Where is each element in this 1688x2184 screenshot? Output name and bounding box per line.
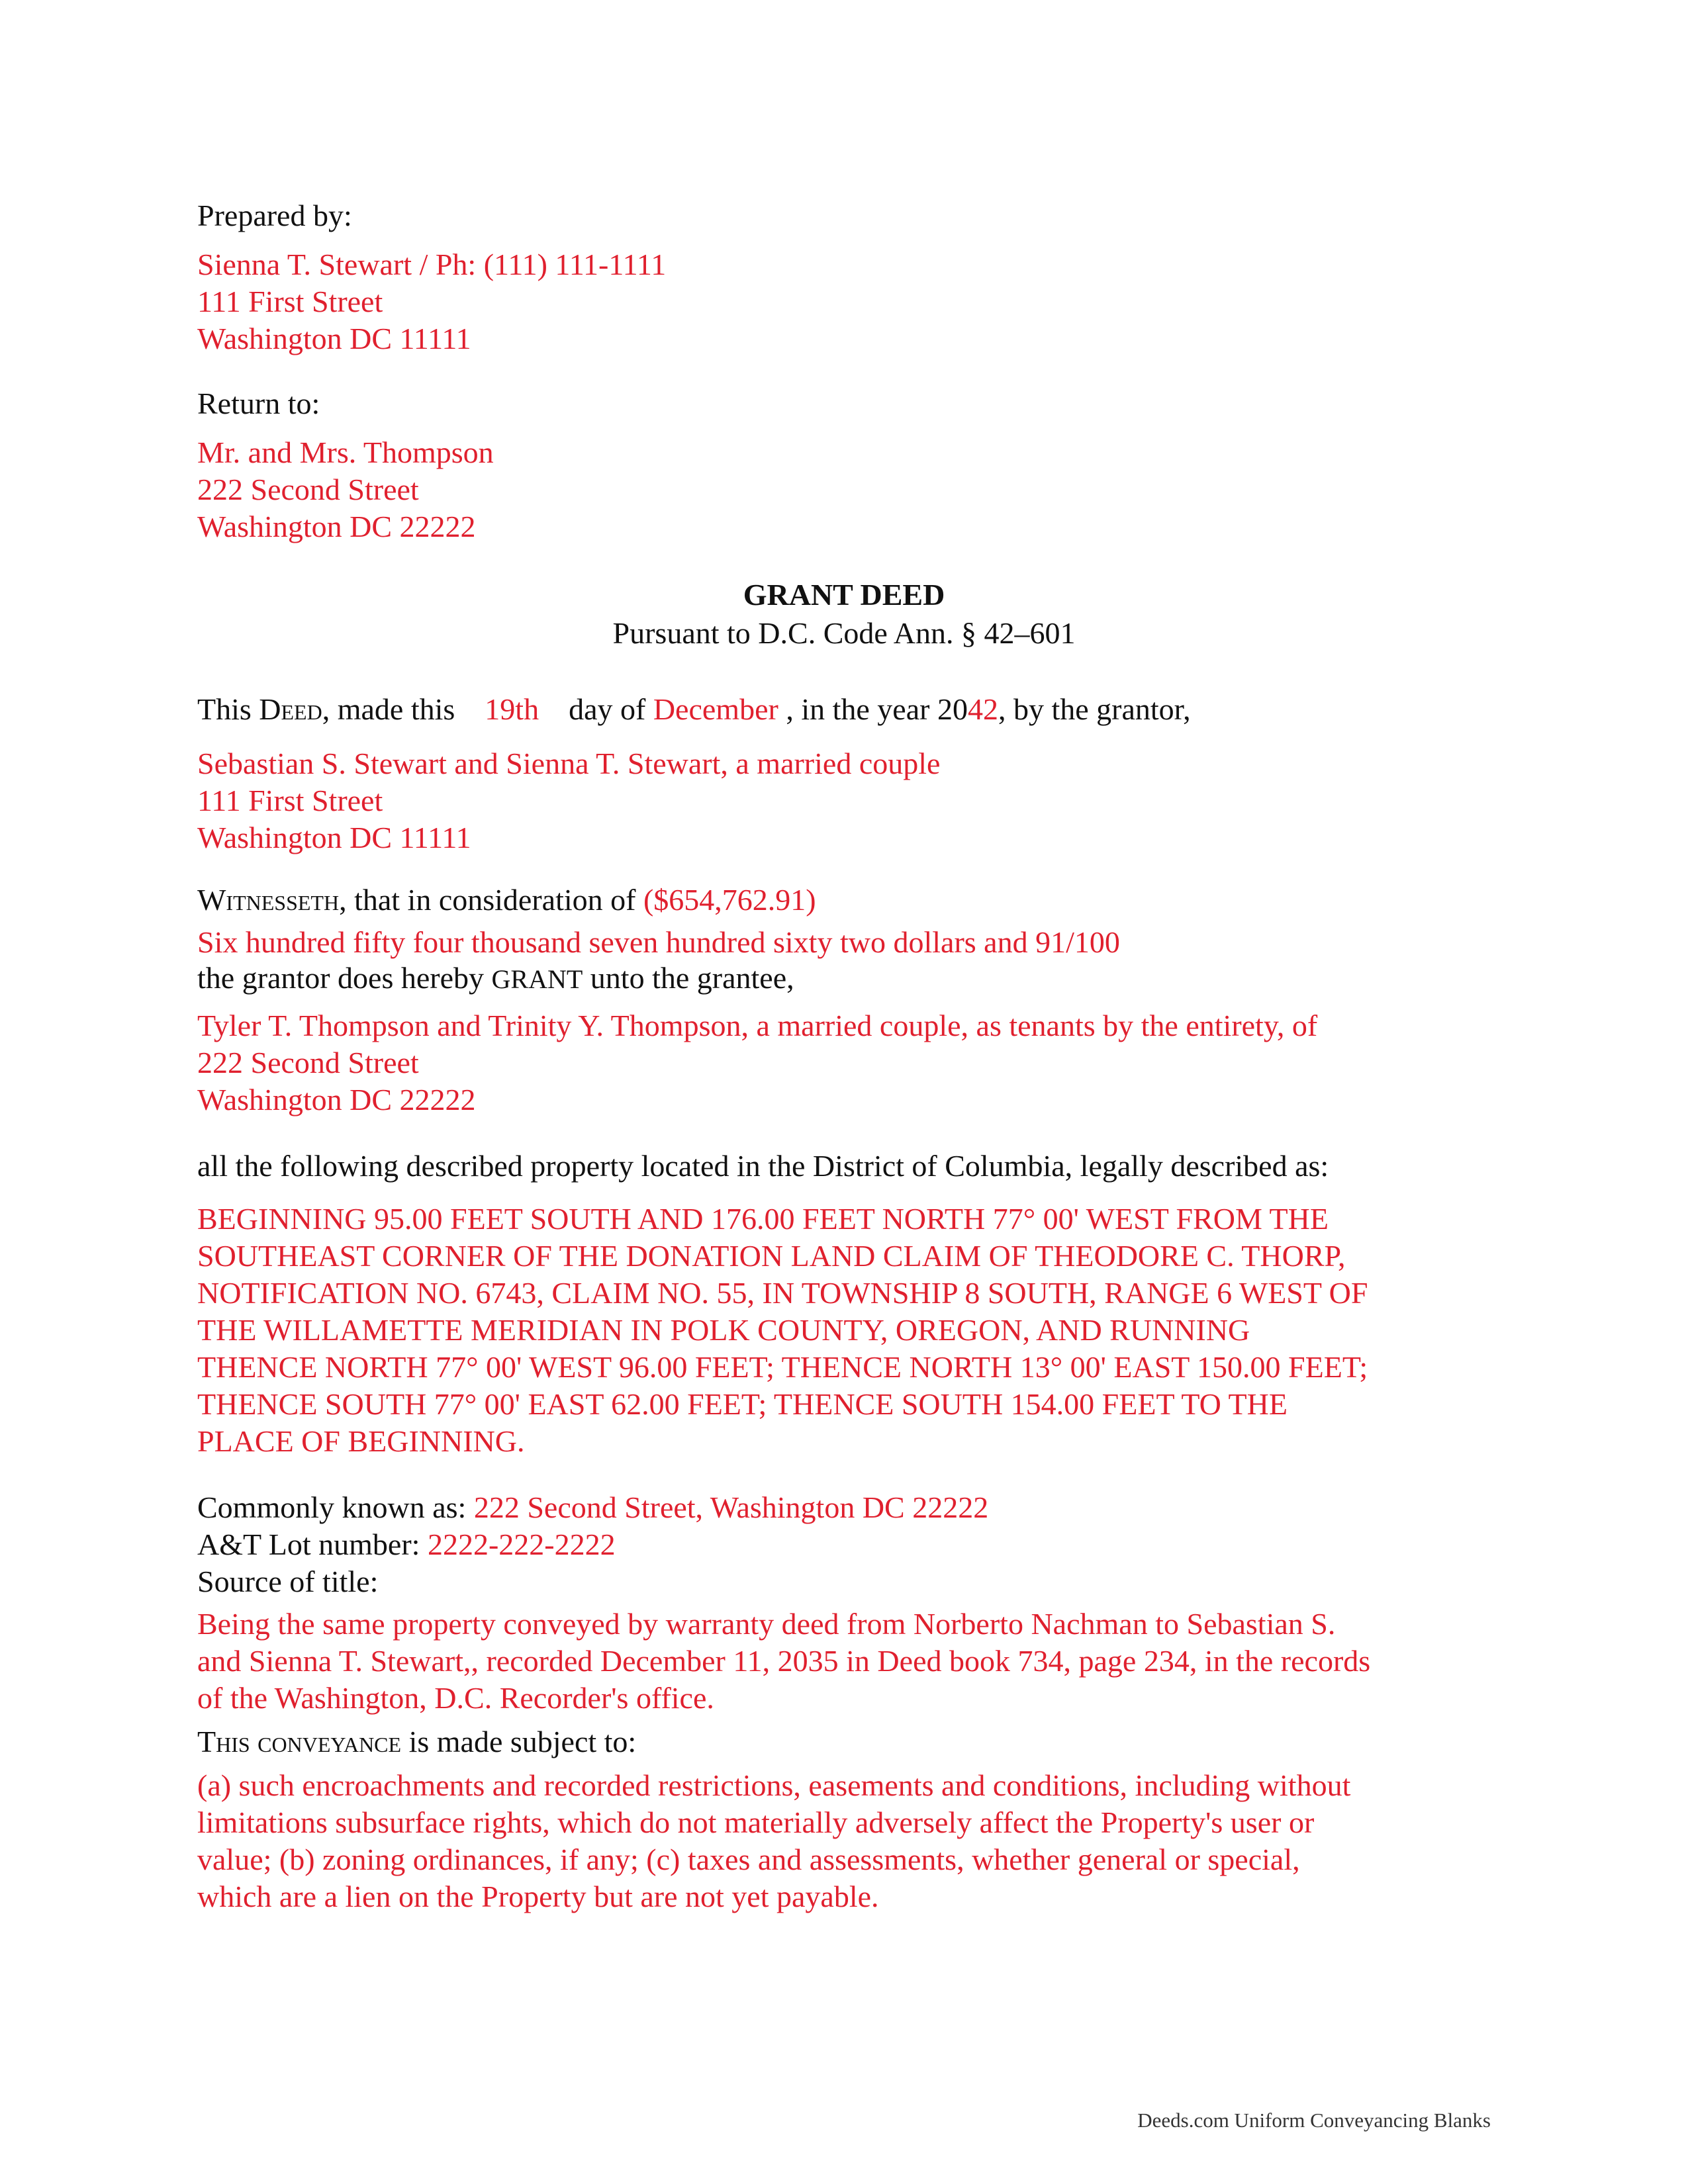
grantee-line-2: 222 Second Street	[197, 1046, 419, 1079]
grantor-line-3: Washington DC 11111	[197, 821, 471, 854]
conveyance-line-1: (a) such encroachments and recorded restrictions, easements and conditions, including without	[197, 1768, 1351, 1802]
deed-month: December	[653, 692, 778, 726]
prepared-by-line-1: Sienna T. Stewart / Ph: (111) 111-1111	[197, 248, 667, 281]
grant-word: GRANT	[491, 964, 583, 994]
consideration-words: Six hundred fifty four thousand seven hundred sixty two dollars and 91/100	[197, 925, 1120, 959]
conveyance-subject: is made subject to:	[401, 1725, 637, 1758]
source-of-title-label: Source of title:	[197, 1565, 379, 1598]
commonly-known-label: Commonly known as:	[197, 1490, 474, 1524]
deed-year-suffix: 42	[967, 692, 998, 726]
legal-line-1: BEGINNING 95.00 FEET SOUTH AND 176.00 FEET NORTH 77° 00' WEST FROM THE	[197, 1202, 1329, 1236]
deed-subtitle: Pursuant to D.C. Code Ann. § 42–601	[612, 616, 1076, 650]
grant-prefix: the grantor does hereby	[197, 961, 485, 995]
prepared-by-line-2: 111 First Street	[197, 285, 383, 318]
conveyance-line-3: value; (b) zoning ordinances, if any; (c) taxes and assessments, whether general or special,	[197, 1843, 1300, 1876]
return-to-label: Return to:	[197, 387, 320, 420]
source-line-1: Being the same property conveyed by warranty deed from Norberto Nachman to Sebastian S.	[197, 1607, 1336, 1641]
legal-line-2: SOUTHEAST CORNER OF THE DONATION LAND CLAIM OF THEODORE C. THORP,	[197, 1239, 1346, 1273]
legal-line-4: THE WILLAMETTE MERIDIAN IN POLK COUNTY, OREGON, AND RUNNING	[197, 1313, 1250, 1347]
prepared-by-label: Prepared by:	[197, 199, 352, 232]
deed-day: 19th	[485, 692, 539, 726]
deed-made-line	[197, 691, 1191, 728]
footer-credit: Deeds.com Uniform Conveyancing Blanks	[1137, 2109, 1491, 2132]
deed-day-of: day of	[569, 692, 646, 726]
conveyance-word: conveyance	[258, 1725, 402, 1758]
commonly-known-line	[197, 1489, 988, 1526]
lot-number-value: 2222-222-2222	[427, 1527, 616, 1561]
grant-suffix: unto the grantee,	[590, 961, 794, 995]
return-to-line-2: 222 Second Street	[197, 473, 419, 506]
conveyance-line-4: which are a lien on the Property but are not yet payable.	[197, 1880, 879, 1913]
deed-prefix: This	[197, 692, 259, 726]
legal-line-6: THENCE SOUTH 77° 00' EAST 62.00 FEET; THENCE SOUTH 154.00 FEET TO THE	[197, 1387, 1288, 1421]
witnesseth-word: Witnesseth	[197, 883, 340, 917]
source-line-3: of the Washington, D.C. Recorder's office.	[197, 1681, 714, 1715]
property-intro: all the following described property located in the District of Columbia, legally described as:	[197, 1149, 1329, 1183]
deed-title: GRANT DEED	[743, 578, 945, 612]
deed-word: Deed	[259, 692, 322, 726]
deed-in-year: , in the year 20	[786, 692, 968, 726]
prepared-by-line-3: Washington DC 11111	[197, 322, 471, 355]
grantee-line-1: Tyler T. Thompson and Trinity Y. Thompson, a married couple, as tenants by the entirety, of	[197, 1009, 1318, 1042]
consideration-text: , that in consideration of	[339, 883, 636, 917]
return-to-line-3: Washington DC 22222	[197, 510, 476, 543]
conveyance-this: This	[197, 1725, 250, 1758]
return-to-line-1: Mr. and Mrs. Thompson	[197, 435, 494, 469]
deed-by-grantor: , by the grantor,	[998, 692, 1191, 726]
grantor-line-1: Sebastian S. Stewart and Sienna T. Stewart, a married couple	[197, 747, 941, 780]
consideration-amount: ($654,762.91)	[643, 883, 816, 917]
lot-number-line	[197, 1526, 616, 1563]
consideration-line	[197, 882, 816, 919]
legal-line-5: THENCE NORTH 77° 00' WEST 96.00 FEET; THENCE NORTH 13° 00' EAST 150.00 FEET;	[197, 1350, 1368, 1384]
conveyance-line	[197, 1723, 636, 1760]
grantee-line-3: Washington DC 22222	[197, 1083, 476, 1116]
grantor-line-2: 111 First Street	[197, 784, 383, 817]
legal-line-3: NOTIFICATION NO. 6743, CLAIM NO. 55, IN TOWNSHIP 8 SOUTH, RANGE 6 WEST OF	[197, 1276, 1368, 1310]
legal-line-7: PLACE OF BEGINNING.	[197, 1424, 525, 1458]
commonly-known-value: 222 Second Street, Washington DC 22222	[473, 1490, 989, 1524]
conveyance-line-2: limitations subsurface rights, which do not materially adversely affect the Property's user or	[197, 1805, 1315, 1839]
grant-line	[197, 960, 794, 998]
lot-number-label: A&T Lot number:	[197, 1527, 428, 1561]
source-line-2: and Sienna T. Stewart,, recorded December 11, 2035 in Deed book 734, page 234, in the records	[197, 1644, 1371, 1678]
deed-made-this: , made this	[322, 692, 455, 726]
